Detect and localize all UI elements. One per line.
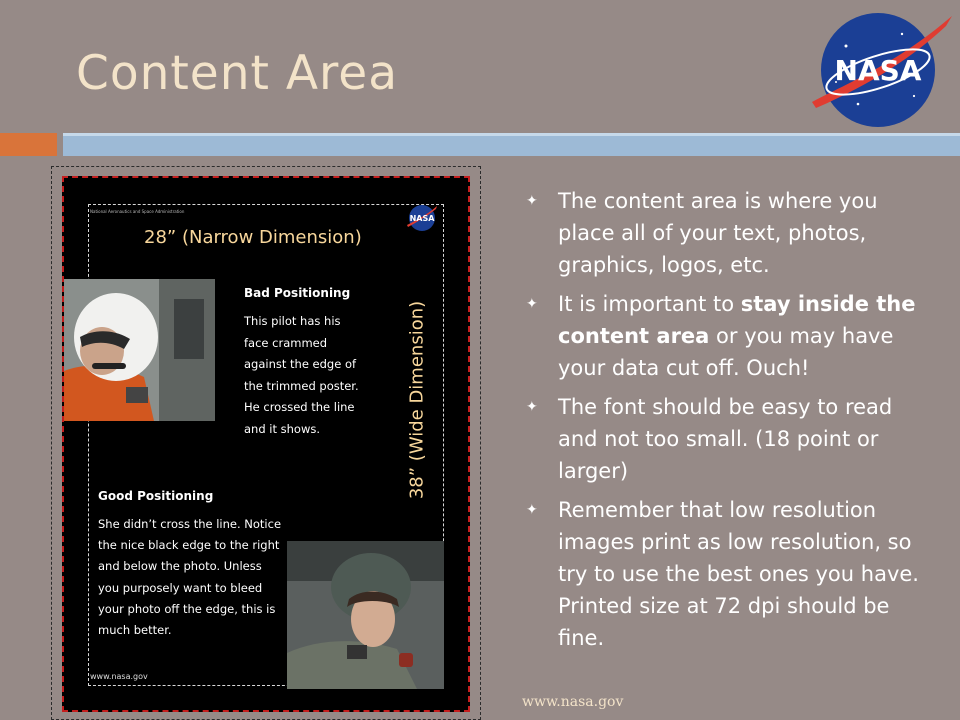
bullet-list [526,185,926,661]
bad-positioning-heading: Bad Positioning [244,286,351,300]
star-bullet-icon: ✦ [526,296,538,312]
star-bullet-icon: ✦ [526,502,538,518]
good-positioning-heading: Good Positioning [98,489,214,503]
slide-footer-url: www.nasa.gov [522,694,624,710]
pilot-photo-bad [64,279,215,421]
poster-nasa-icon [405,203,439,233]
accent-bar-orange [0,133,57,156]
narrow-dimension-label: 28” (Narrow Dimension) [144,227,362,248]
wide-dimension-label: 38” (Wide Dimension) [406,300,428,500]
nasa-logo-text: NASA [834,54,922,87]
bullet-item: ✦ It is important to stay inside the content area or you may have your data cut off. Ouch! [526,288,926,384]
bad-positioning-text: This pilot has his face crammed against the edge of the trimmed poster. He crossed the line and it shows. [244,314,359,436]
nasa-logo [806,4,956,136]
pilot-photo-good [287,541,444,689]
svg-text:NASA: NASA [409,214,435,223]
poster-header-text: National Aeronautics and Space Administration [90,209,185,214]
star-bullet-icon: ✦ [526,193,538,209]
good-positioning-text: She didn’t cross the line. Notice the nice black edge to the right and below the photo. Unless you purposely want to bleed your photo off the edge, this is much better. [98,517,282,638]
bullet-item: ✦ The content area is where you place all of your text, photos, graphics, logos, etc. [526,185,926,281]
slide-title: Content Area [76,46,399,101]
bullet-item: ✦ Remember that low resolution images print as low resolution, so try to use the best ones you have. Printed size at 72 dpi should be fine. [526,494,926,654]
bullet-item: ✦ The font should be easy to read and not too small. (18 point or larger) [526,391,926,487]
accent-bar-blue [63,133,960,156]
poster-footer-url: www.nasa.gov [90,672,148,681]
star-bullet-icon: ✦ [526,399,538,415]
